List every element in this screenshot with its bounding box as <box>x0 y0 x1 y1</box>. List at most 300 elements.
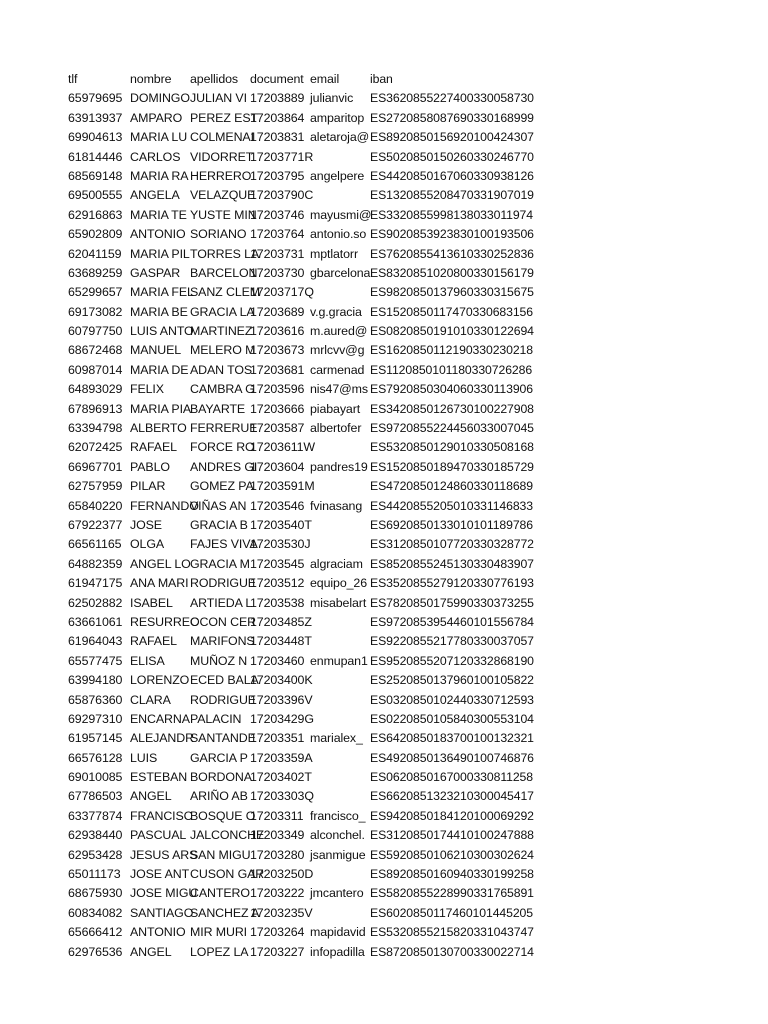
cell-document: 17203790C <box>250 188 314 203</box>
table-row <box>68 186 748 205</box>
cell-document: 17203303Q <box>250 789 314 804</box>
cell-nombre: ANGEL <box>130 944 172 959</box>
cell-email: julianvic <box>310 91 354 106</box>
cell-email <box>310 477 370 496</box>
table-row <box>68 535 748 554</box>
cell-nombre: ANTONIO <box>130 227 186 242</box>
cell-iban: ES1520850117470330683156 <box>370 304 533 319</box>
header-iban: iban <box>370 72 393 86</box>
cell-document: 17203731 <box>250 246 305 261</box>
table-row <box>68 574 748 593</box>
table-row <box>68 167 748 186</box>
cell-nombre: MARIA BE <box>130 304 188 319</box>
cell-iban: ES9220855217780330037057 <box>370 634 534 649</box>
cell-iban: ES9720853954460101556784 <box>370 614 534 629</box>
table-row <box>68 826 748 845</box>
table-row <box>68 749 748 768</box>
cell-nombre: ANGELA <box>130 188 180 203</box>
table-row <box>68 245 748 264</box>
cell-tlf: 65011173 <box>68 867 121 882</box>
cell-email: infopadilla <box>310 944 365 959</box>
cell-nombre: GASPAR <box>130 265 181 280</box>
cell-tlf: 62072425 <box>68 440 123 455</box>
cell-apellidos: ECED BALA <box>190 673 259 688</box>
cell-nombre: ISABEL <box>130 595 173 610</box>
table-row <box>68 846 748 865</box>
cell-nombre: OLGA <box>130 537 165 552</box>
cell-email: fvinasang <box>310 498 363 513</box>
table-row <box>68 341 748 360</box>
cell-apellidos: GRACIA LA <box>190 304 255 319</box>
cell-tlf: 62953428 <box>68 847 123 862</box>
cell-email: algraciam <box>310 556 363 571</box>
cell-nombre: ALBERTO <box>130 421 187 436</box>
cell-iban: ES9820850137960330315675 <box>370 285 534 300</box>
header-row <box>68 70 748 89</box>
cell-document: 17203864 <box>250 110 305 125</box>
cell-nombre: ESTEBAN <box>130 770 188 785</box>
cell-tlf: 63994180 <box>68 673 123 688</box>
cell-iban: ES4920850136490100746876 <box>370 750 534 765</box>
cell-email: aletaroja@ <box>310 130 370 145</box>
table-row <box>68 807 748 826</box>
cell-nombre: RAFAEL <box>130 634 177 649</box>
table-row <box>68 594 748 613</box>
cell-tlf: 65666412 <box>68 925 123 940</box>
cell-iban: ES7820850175990330373255 <box>370 595 534 610</box>
cell-tlf: 62502882 <box>68 595 123 610</box>
cell-document: 17203540T <box>250 517 312 532</box>
cell-tlf: 68672468 <box>68 343 123 358</box>
cell-document: 17203591M <box>250 479 315 494</box>
cell-tlf: 65876360 <box>68 692 123 707</box>
cell-document: 17203771R <box>250 149 314 164</box>
cell-nombre: PABLO <box>130 459 170 474</box>
cell-email: antonio.so <box>310 227 367 242</box>
cell-apellidos: JULIAN VI <box>190 91 247 106</box>
cell-nombre: LUIS <box>130 750 158 765</box>
cell-iban: ES0320850102440330712593 <box>370 692 534 707</box>
cell-apellidos: VIÑAS AN <box>190 498 247 513</box>
cell-document: 17203538 <box>250 595 305 610</box>
cell-nombre: MARIA FEL <box>130 285 194 300</box>
cell-tlf: 62041159 <box>68 246 122 261</box>
cell-nombre: JOSE ANT <box>130 867 190 882</box>
cell-email <box>310 710 370 729</box>
cell-tlf: 66576128 <box>68 750 123 765</box>
cell-iban: ES7920850304060330113906 <box>370 382 533 397</box>
cell-apellidos: BOSQUE O <box>190 808 256 823</box>
cell-email: nis47@ms <box>310 382 368 397</box>
cell-document: 17203222 <box>250 886 305 901</box>
cell-document: 17203429G <box>250 711 314 726</box>
cell-apellidos: GARCIA P <box>190 750 248 765</box>
cell-document: 17203280 <box>250 847 305 862</box>
cell-document: 17203311 <box>250 808 304 823</box>
cell-iban: ES8520855245130330483907 <box>370 556 534 571</box>
cell-nombre: MARIA LU <box>130 130 188 145</box>
cell-iban: ES9520855207120332868190 <box>370 653 534 668</box>
cell-apellidos: MARIFONS <box>190 634 255 649</box>
cell-email <box>310 148 370 167</box>
cell-tlf: 67786503 <box>68 789 123 804</box>
cell-tlf: 60987014 <box>68 362 123 377</box>
cell-nombre: RESURREC <box>130 614 199 629</box>
cell-email <box>310 632 370 651</box>
cell-apellidos: MIR MURI <box>190 925 248 940</box>
cell-nombre: FELIX <box>130 382 164 397</box>
cell-apellidos: ARIÑO AB <box>190 789 248 804</box>
cell-iban: ES7620855413610330252836 <box>370 246 534 261</box>
cell-iban: ES3420850126730100227908 <box>370 401 534 416</box>
cell-iban: ES6620851323210300045417 <box>370 789 534 804</box>
cell-apellidos: SANTANDE <box>190 731 256 746</box>
cell-document: 17203616 <box>250 324 305 339</box>
table-row <box>68 729 748 748</box>
table-row <box>68 400 748 419</box>
cell-tlf: 67896913 <box>68 401 123 416</box>
cell-document: 17203396V <box>250 692 313 707</box>
cell-iban: ES9420850184120100069292 <box>370 808 534 823</box>
table-row <box>68 904 748 923</box>
cell-tlf: 66967701 <box>68 459 123 474</box>
cell-email: mapidavid <box>310 925 366 940</box>
cell-nombre: ANTONIO <box>130 925 186 940</box>
cell-email: angelpere <box>310 168 365 183</box>
cell-tlf: 69500555 <box>68 188 123 203</box>
cell-email: gbarcelona <box>310 265 371 280</box>
cell-tlf: 63689259 <box>68 265 123 280</box>
table-row <box>68 671 748 690</box>
cell-apellidos: OCON CER <box>190 614 256 629</box>
table-row <box>68 555 748 574</box>
cell-email <box>310 865 370 884</box>
cell-tlf: 62916863 <box>68 207 123 222</box>
cell-tlf: 61947175 <box>68 576 123 591</box>
table-row <box>68 419 748 438</box>
cell-tlf: 63661061 <box>68 614 123 629</box>
cell-apellidos: GRACIA B <box>190 517 248 532</box>
cell-apellidos: HERRERO <box>190 168 252 183</box>
table-row <box>68 884 748 903</box>
cell-document: 17203764 <box>250 227 305 242</box>
cell-document: 17203596 <box>250 382 305 397</box>
cell-document: 17203795 <box>250 168 305 183</box>
cell-nombre: JOSE MIGU <box>130 886 198 901</box>
cell-iban: ES0820850191010330122694 <box>370 324 534 339</box>
cell-apellidos: JALCONCHE <box>190 828 265 843</box>
data-rows <box>68 89 748 962</box>
cell-tlf: 69173082 <box>68 304 123 319</box>
cell-document: 17203666 <box>250 401 305 416</box>
cell-apellidos: MARTINEZ <box>190 324 253 339</box>
table-row <box>68 89 748 108</box>
cell-apellidos: TORRES LA <box>190 246 260 261</box>
cell-apellidos: PALACIN <box>190 711 242 726</box>
cell-apellidos: RODRIGUE <box>190 692 256 707</box>
cell-iban: ES4420855205010331146833 <box>370 498 533 513</box>
cell-tlf: 60834082 <box>68 905 123 920</box>
cell-apellidos: LOPEZ LA <box>190 944 249 959</box>
cell-email: alconchel. <box>310 828 365 843</box>
cell-nombre: ANGEL LO <box>130 556 191 571</box>
cell-tlf: 63394798 <box>68 421 123 436</box>
header-email: email <box>310 72 340 86</box>
table-row <box>68 322 748 341</box>
cell-nombre: MARIA DE <box>130 362 189 377</box>
cell-email: mrlcvv@g <box>310 343 365 358</box>
cell-apellidos: BAYARTE <box>190 401 246 416</box>
cell-tlf: 66561165 <box>68 537 122 552</box>
table-row <box>68 497 748 516</box>
cell-apellidos: BORDONA <box>190 770 252 785</box>
spreadsheet <box>68 70 748 962</box>
cell-document: 17203746 <box>250 207 305 222</box>
cell-apellidos: SANZ CLEM <box>190 285 261 300</box>
cell-apellidos: BARCELON <box>190 265 258 280</box>
cell-nombre: MARIA PIL <box>130 246 190 261</box>
cell-email <box>310 516 370 535</box>
cell-apellidos: GRACIA M <box>190 556 250 571</box>
cell-email: misabelart <box>310 595 367 610</box>
cell-apellidos: CUSON GAR <box>190 867 265 882</box>
cell-document: 17203545 <box>250 556 305 571</box>
table-row <box>68 361 748 380</box>
table-row <box>68 768 748 787</box>
cell-iban: ES2720858087690330168999 <box>370 110 534 125</box>
cell-document: 17203730 <box>250 265 305 280</box>
cell-document: 17203546 <box>250 498 305 513</box>
cell-tlf: 67922377 <box>68 517 123 532</box>
cell-iban: ES1620850112190330230218 <box>370 343 533 358</box>
table-row <box>68 206 748 225</box>
cell-document: 17203485Z <box>250 614 312 629</box>
cell-iban: ES5020850150260330246770 <box>370 149 534 164</box>
cell-apellidos: SANCHEZ A <box>190 905 260 920</box>
cell-email: jsanmigue <box>310 847 366 862</box>
cell-document: 17203831 <box>250 130 305 145</box>
cell-apellidos: SORIANO <box>190 227 247 242</box>
cell-iban: ES3520855279120330776193 <box>370 576 534 591</box>
cell-tlf: 69010085 <box>68 770 123 785</box>
cell-document: 17203611W <box>250 440 316 455</box>
table-row <box>68 710 748 729</box>
cell-nombre: DOMINGO <box>130 91 190 106</box>
cell-tlf: 65979695 <box>68 91 123 106</box>
cell-iban: ES0220850105840300553104 <box>370 711 534 726</box>
cell-nombre: FRANCISC <box>130 808 193 823</box>
cell-document: 17203587 <box>250 421 305 436</box>
cell-apellidos: ANDRES GI <box>190 459 258 474</box>
cell-apellidos: ADAN TOS <box>190 362 253 377</box>
cell-apellidos: MELERO M <box>190 343 256 358</box>
cell-nombre: LORENZO <box>130 673 190 688</box>
cell-iban: ES8920850160940330199258 <box>370 867 534 882</box>
cell-document: 17203402T <box>250 770 312 785</box>
table-row <box>68 865 748 884</box>
cell-iban: ES1320855208470331907019 <box>370 188 534 203</box>
cell-iban: ES5820855228990331765891 <box>370 886 534 901</box>
cell-email: albertofer <box>310 421 362 436</box>
cell-iban: ES4720850124860330118689 <box>370 479 533 494</box>
header-tlf: tlf <box>68 72 78 86</box>
cell-iban: ES2520850137960100105822 <box>370 673 534 688</box>
cell-email: carmenad <box>310 362 365 377</box>
cell-tlf: 65840220 <box>68 498 123 513</box>
cell-nombre: LUIS ANTO <box>130 324 194 339</box>
cell-tlf: 69297310 <box>68 711 123 726</box>
cell-iban: ES6020850117460101445205 <box>370 905 533 920</box>
cell-email: equipo_26 <box>310 576 367 591</box>
cell-nombre: CLARA <box>130 692 171 707</box>
cell-tlf: 63913937 <box>68 110 123 125</box>
cell-nombre: ELISA <box>130 653 165 668</box>
cell-iban: ES1520850189470330185729 <box>370 459 534 474</box>
cell-email: pandres19 <box>310 459 368 474</box>
cell-nombre: MARIA TE <box>130 207 187 222</box>
cell-iban: ES3620855227400330058730 <box>370 91 534 106</box>
cell-tlf: 62757959 <box>68 479 123 494</box>
table-row <box>68 613 748 632</box>
table-row <box>68 109 748 128</box>
cell-iban: ES1120850101180330726286 <box>370 362 533 377</box>
cell-apellidos: VELAZQUE <box>190 188 256 203</box>
table-row <box>68 128 748 147</box>
cell-tlf: 69904613 <box>68 130 123 145</box>
cell-nombre: JESUS ARS <box>130 847 198 862</box>
cell-iban: ES8320851020800330156179 <box>370 265 534 280</box>
table-row <box>68 516 748 535</box>
cell-tlf: 60797750 <box>68 324 123 339</box>
cell-document: 17203250D <box>250 867 314 882</box>
table-row <box>68 264 748 283</box>
table-row <box>68 923 748 942</box>
cell-apellidos: MUÑOZ N <box>190 653 248 668</box>
table-row <box>68 303 748 322</box>
cell-iban: ES5920850106210300302624 <box>370 847 534 862</box>
cell-email <box>310 671 370 690</box>
cell-apellidos: PEREZ EST <box>190 110 258 125</box>
cell-email <box>310 283 370 302</box>
cell-apellidos: RODRIGUE <box>190 576 256 591</box>
cell-document: 17203689 <box>250 304 305 319</box>
table-row <box>68 691 748 710</box>
cell-tlf: 61814446 <box>68 149 123 164</box>
cell-nombre: MANUEL <box>130 343 182 358</box>
cell-nombre: ANGEL <box>130 789 172 804</box>
cell-iban: ES4420850167060330938126 <box>370 168 534 183</box>
cell-email <box>310 691 370 710</box>
cell-email <box>310 438 370 457</box>
cell-apellidos: FORCE RO <box>190 440 255 455</box>
table-row <box>68 438 748 457</box>
header-nombre: nombre <box>130 72 172 86</box>
cell-email: mayusmi@ <box>310 207 372 222</box>
cell-iban: ES6920850133010101189786 <box>370 517 533 532</box>
cell-apellidos: SAN MIGU <box>190 847 251 862</box>
cell-nombre: JOSE <box>130 517 162 532</box>
cell-tlf: 68675930 <box>68 886 123 901</box>
cell-document: 17203235V <box>250 905 313 920</box>
cell-document: 17203530J <box>250 537 311 552</box>
cell-document: 17203673 <box>250 343 305 358</box>
cell-email: jmcantero <box>310 886 364 901</box>
cell-apellidos: ARTIEDA L <box>190 595 253 610</box>
cell-tlf: 64882359 <box>68 556 123 571</box>
cell-document: 17203448T <box>250 634 312 649</box>
cell-email: marialex_ <box>310 731 363 746</box>
cell-document: 17203227 <box>250 944 305 959</box>
cell-document: 17203681 <box>250 362 305 377</box>
cell-nombre: MARIA RA <box>130 168 189 183</box>
cell-email <box>310 768 370 787</box>
cell-document: 17203351 <box>250 731 305 746</box>
cell-document: 17203604 <box>250 459 305 474</box>
cell-document: 17203349 <box>250 828 305 843</box>
cell-tlf: 62938440 <box>68 828 123 843</box>
cell-apellidos: VIDORRET <box>190 149 254 164</box>
cell-nombre: AMPARO <box>130 110 183 125</box>
cell-apellidos: FERRERUE <box>190 421 258 436</box>
cell-email: amparitop <box>310 110 365 125</box>
cell-email <box>310 749 370 768</box>
cell-iban: ES0620850167000330811258 <box>370 770 533 785</box>
cell-email: enmupan1 <box>310 653 368 668</box>
table-row <box>68 787 748 806</box>
table-row <box>68 477 748 496</box>
cell-tlf: 61964043 <box>68 634 123 649</box>
cell-iban: ES5320850129010330508168 <box>370 440 534 455</box>
cell-iban: ES5320855215820331043747 <box>370 925 534 940</box>
cell-document: 17203264 <box>250 925 305 940</box>
header-document: document <box>250 72 304 86</box>
header-apellidos: apellidos <box>190 72 239 86</box>
table-row <box>68 380 748 399</box>
cell-nombre: ANA MARI <box>130 576 189 591</box>
cell-document: 17203889 <box>250 91 305 106</box>
cell-iban: ES3120850174410100247888 <box>370 828 534 843</box>
cell-tlf: 65902809 <box>68 227 123 242</box>
cell-iban: ES9720855224456033007045 <box>370 421 534 436</box>
cell-nombre: CARLOS <box>130 149 181 164</box>
cell-nombre: ALEJANDR <box>130 731 194 746</box>
cell-tlf: 63377874 <box>68 808 123 823</box>
cell-tlf: 65299657 <box>68 285 123 300</box>
cell-iban: ES8720850130700330022714 <box>370 944 534 959</box>
cell-email: m.aured@ <box>310 324 368 339</box>
cell-iban: ES3320855998138033011974 <box>370 207 533 222</box>
cell-document: 17203460 <box>250 653 305 668</box>
cell-document: 17203359A <box>250 750 313 765</box>
table-row <box>68 225 748 244</box>
cell-email: piabayart <box>310 401 361 416</box>
cell-apellidos: YUSTE MIN <box>190 207 257 222</box>
cell-nombre: PILAR <box>130 479 166 494</box>
cell-iban: ES8920850156920100424307 <box>370 130 534 145</box>
cell-nombre: RAFAEL <box>130 440 177 455</box>
cell-tlf: 65577475 <box>68 653 123 668</box>
cell-email: francisco_ <box>310 808 366 823</box>
cell-apellidos: GOMEZ PA <box>190 479 254 494</box>
cell-nombre: SANTIAGO <box>130 905 194 920</box>
cell-apellidos: COLMENAI <box>190 130 254 145</box>
cell-email <box>310 787 370 806</box>
cell-apellidos: CAMBRA G <box>190 382 255 397</box>
cell-email: v.g.gracia <box>310 304 362 319</box>
cell-tlf: 62976536 <box>68 944 123 959</box>
table-row <box>68 632 748 651</box>
cell-apellidos: FAJES VIVA <box>190 537 258 552</box>
